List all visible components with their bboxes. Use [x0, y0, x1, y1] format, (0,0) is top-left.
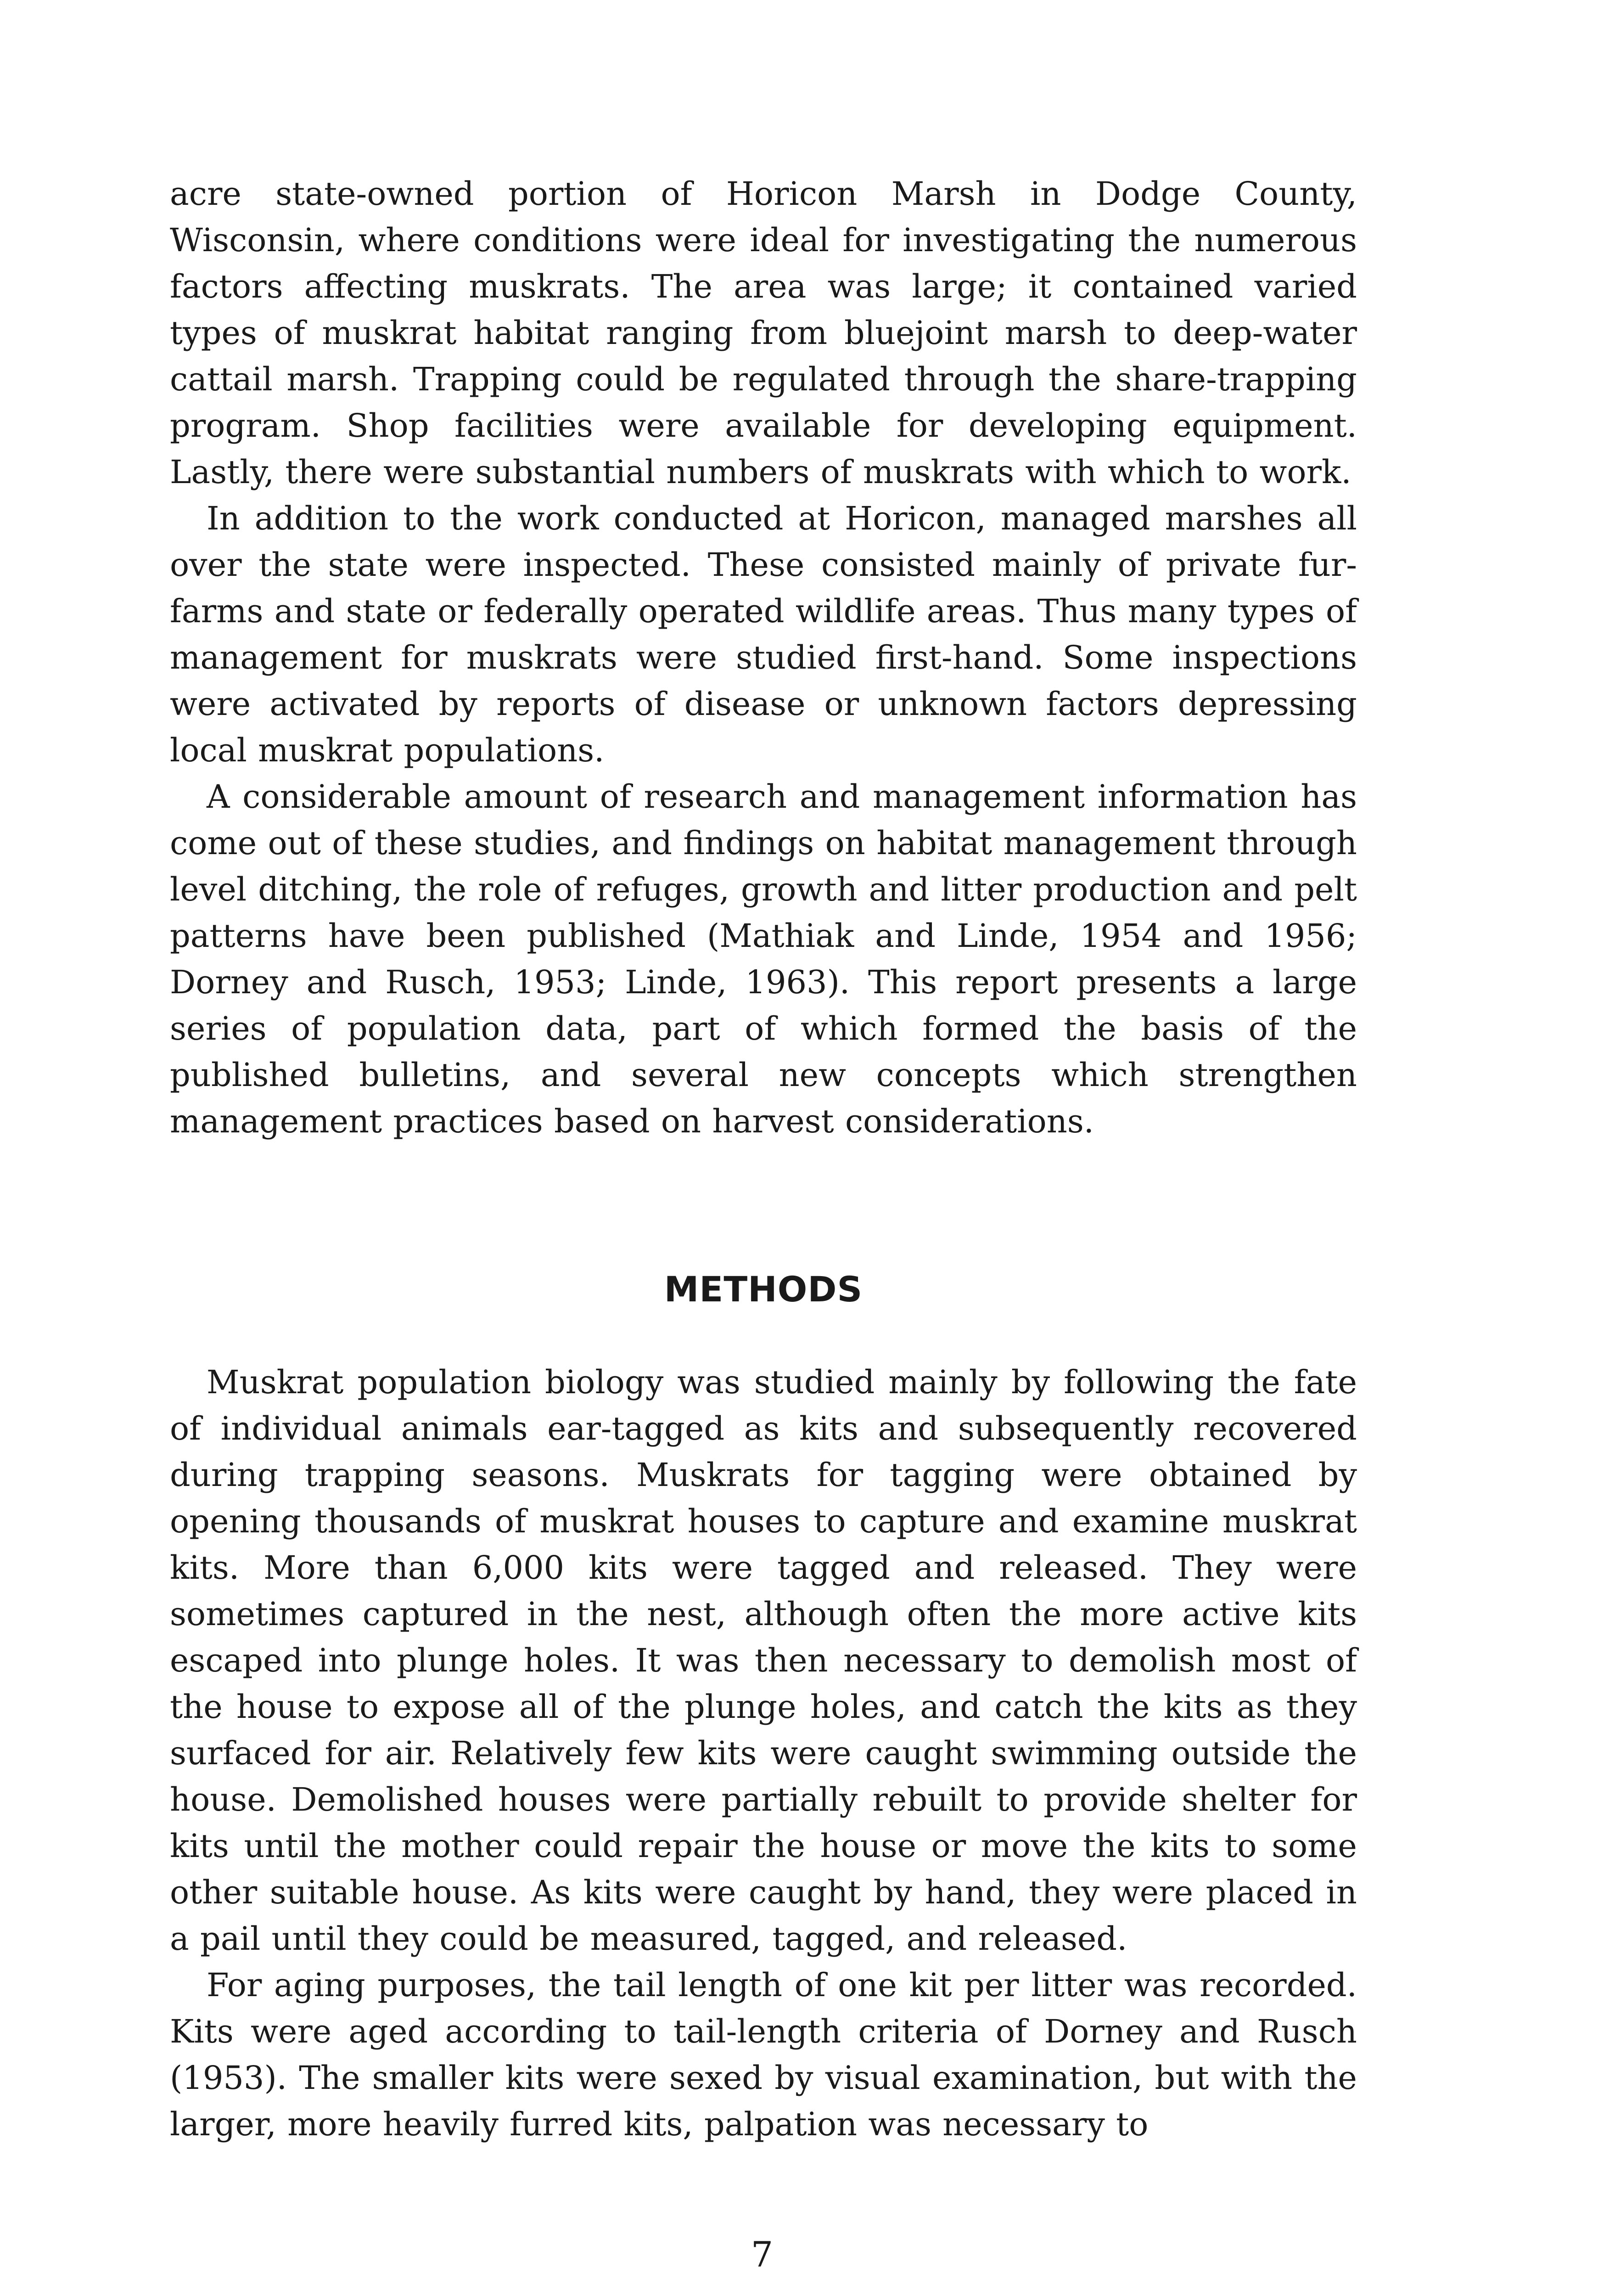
intro-paragraph-2: In addition to the work conducted at Horicon, managed marshes all over the state were inspected. These consisted mainly of private fur-farms and state or federally operated wildlife areas. Thus many types of management for muskrats were studied first-hand. Some inspections were activated by reports of disease or unknown factors depressing local muskrat populations.: [170, 500, 1357, 769]
page-number: 7: [751, 2234, 774, 2275]
intro-paragraph-1: acre state-owned portion of Horicon Marsh in Dodge County, Wisconsin, where conditions were ideal for investigating the numerous factors affecting muskrats. The area was large; it contained varied types of muskrat habitat ranging from bluejoint marsh to deep-water cattail marsh. Trapping could be regulated through the share-trapping program. Shop facilities were available for developing equipment. Lastly, there were substantial numbers of muskrats with which to work.: [170, 175, 1357, 491]
intro-paragraph-3: A considerable amount of research and management information has come out of these studies, and findings on habitat management through level ditching, the role of refuges, growth and litter production and pelt patterns have been published (Mathiak and Linde, 1954 and 1956; Dorney and Rusch, 1953; Linde, 1963). This report presents a large series of population data, part of which formed the basis of the published bulletins, and several new concepts which strengthen management practices based on harvest considerations.: [170, 778, 1357, 1140]
intro-text-block: [170, 171, 1357, 1145]
section-heading-methods: METHODS: [664, 1269, 863, 1310]
methods-text-block: [170, 1359, 1357, 2148]
methods-paragraph-2: For aging purposes, the tail length of one kit per litter was recorded. Kits were aged according to tail-length criteria of Dorney and Rusch (1953). The smaller kits were sexed by visual examination, but with the larger, more heavily furred kits, palpation was necessary to: [170, 1966, 1357, 2143]
methods-paragraph-1: Muskrat population biology was studied mainly by following the fate of individual animals ear-tagged as kits and subsequently recovered during trapping seasons. Muskrats for tagging were obtained by opening thousands of muskrat houses to capture and examine muskrat kits. More than 6,000 kits were tagged and released. They were sometimes captured in the nest, although often the more active kits escaped into plunge holes. It was then necessary to demolish most of the house to expose all of the plunge holes, and catch the kits as they surfaced for air. Relatively few kits were caught swimming outside the house. Demolished houses were partially rebuilt to provide shelter for kits until the mother could repair the house or move the kits to some other suitable house. As kits were caught by hand, they were placed in a pail until they could be measured, tagged, and released.: [170, 1363, 1357, 1958]
